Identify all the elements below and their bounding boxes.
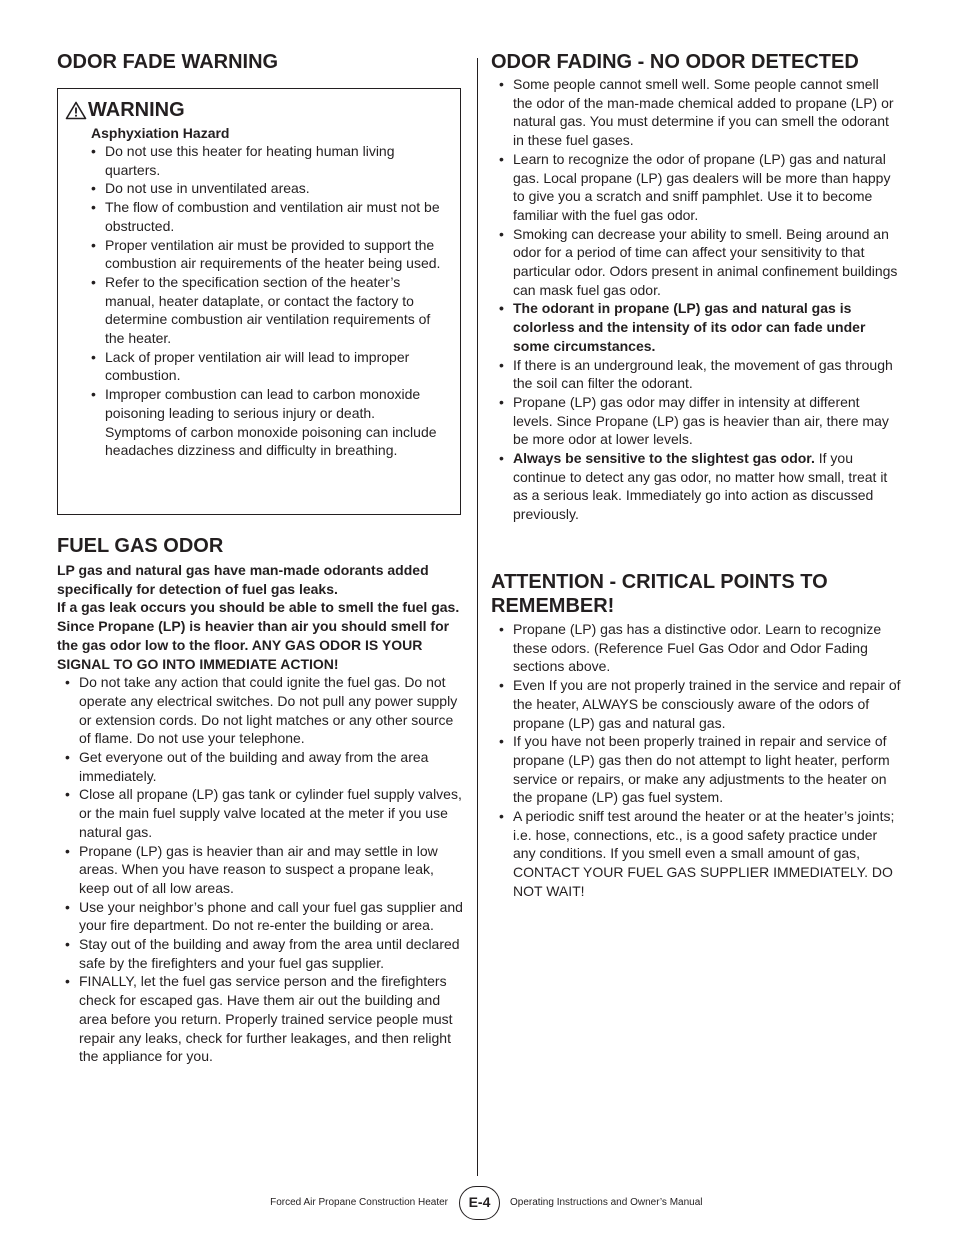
warning-header bbox=[65, 98, 185, 122]
warning-triangle-icon bbox=[65, 101, 87, 120]
list-item: • Do not use this heater for heating human living quarters. bbox=[83, 142, 441, 179]
attention-heading: ATTENTION - CRITICAL POINTS TO REMEMBER! bbox=[491, 571, 828, 617]
attention-list bbox=[491, 620, 901, 901]
sensitivity-text: If you continue to detect any gas odor, no matter how small, treat it as a serious leak. Immediately go into action as discussed previously. bbox=[513, 450, 888, 523]
list-item: • Improper combustion can lead to carbon monoxide poisoning leading to serious injury or death. Symptoms of carbon monoxide poisoning can include headaches dizziness and difficulty in breathing. bbox=[83, 385, 441, 460]
right-column bbox=[491, 50, 901, 899]
footer-product-name: Forced Air Propane Construction Heater bbox=[270, 1197, 448, 1208]
list-item: • Smoking can decrease your ability to smell. Being around an odor for a period of time can affect your sensitivity to that particular odor. Odors present in animal confinement buildings can mask fuel gas odor. bbox=[491, 225, 901, 300]
list-item: • Some people cannot smell well. Some people cannot smell the odor of the man-made chemical added to propane (LP) or natural gas. You must determine if you can smell the odorant in these fuel gases. bbox=[491, 75, 901, 150]
page-footer bbox=[0, 1186, 954, 1220]
warning-title: WARNING bbox=[88, 99, 185, 121]
attention-section bbox=[491, 570, 901, 901]
list-item: • Even If you are not properly trained in the service and repair of the heater, ALWAYS be consciously aware of the odors of propane (LP) gas and natural gas. bbox=[491, 676, 901, 732]
list-item: • Do not use in unventilated areas. bbox=[83, 179, 441, 198]
odor-fading-list bbox=[491, 75, 901, 524]
odor-fading-heading: ODOR FADING - NO ODOR DETECTED bbox=[491, 51, 859, 73]
asphyxiation-hazard-label: Asphyxiation Hazard bbox=[91, 125, 230, 141]
list-item: • Stay out of the building and away from the area until declared safe by the firefighters and your fuel gas supplier. bbox=[57, 935, 463, 972]
footer-manual-name: Operating Instructions and Owner’s Manual bbox=[510, 1197, 703, 1208]
column-divider bbox=[477, 58, 478, 1176]
sensitivity-bold-text: Always be sensitive to the slightest gas odor. bbox=[513, 450, 815, 467]
warning-list bbox=[83, 142, 441, 460]
list-item: • Lack of proper ventilation air will lead to improper combustion. bbox=[83, 348, 441, 385]
odor-fade-warning-heading: ODOR FADE WARNING bbox=[57, 51, 279, 73]
list-item: • Do not take any action that could ignite the fuel gas. Do not operate any electrical switches. Do not pull any power supply or extension cords. Do not light matches or any other source of flame. Do not use your telephone. bbox=[57, 673, 463, 748]
list-item: • Close all propane (LP) gas tank or cylinder fuel supply valves, or the main fuel supply valve located at the meter if you use natural gas. bbox=[57, 785, 463, 841]
list-item: • Propane (LP) gas has a distinctive odor. Learn to recognize these odors. (Reference Fuel Gas Odor and Odor Fading sections above. bbox=[491, 620, 901, 676]
list-item: • Refer to the specification section of the heater’s manual, heater dataplate, or contact the factory to determine combustion air ventilation requirements of the heater. bbox=[83, 273, 441, 348]
list-item: • Proper ventilation air must be provided to support the combustion air requirements of the heater being used. bbox=[83, 236, 441, 273]
list-item: • Learn to recognize the odor of propane (LP) gas and natural gas. Local propane (LP) gas dealers will be more than happy to give you a scratch and sniff pamphlet. Use it to become familiar with the fuel gas odor. bbox=[491, 150, 901, 225]
fuel-gas-odor-heading: FUEL GAS ODOR bbox=[57, 535, 224, 557]
list-item bbox=[491, 449, 901, 524]
list-item: • FINALLY, let the fuel gas service person and the firefighters check for escaped gas. Have them air out the building and area before you return. Properly trained service people must repair any leaks, check for further leakages, and then relight the appliance for you. bbox=[57, 972, 463, 1066]
left-column bbox=[57, 50, 463, 1065]
list-item: • The odorant in propane (LP) gas and natural gas is colorless and the intensity of its odor can fade under some circumstances. bbox=[491, 299, 901, 355]
list-item: • If you have not been properly trained in repair and service of propane (LP) gas then do not attempt to light heater, perform service or repairs, or make any adjustments to the heater on the propane (LP) gas fuel system. bbox=[491, 732, 901, 807]
fuel-gas-odor-section bbox=[57, 534, 463, 1066]
list-item: • Propane (LP) gas is heavier than air and may settle in low areas. When you have reason to suspect a propane leak, keep out of all low areas. bbox=[57, 842, 463, 898]
fuel-gas-intro-1: LP gas and natural gas have man-made odorants added specifically for detection of fuel gas leaks. bbox=[57, 562, 429, 597]
fuel-gas-intro-2: If a gas leak occurs you should be able to smell the fuel gas. Since Propane (LP) is heavier than air you should smell for the gas odor low to the floor. ANY GAS ODOR IS YOUR SIGNAL TO GO INTO IMMEDIATE ACTION! bbox=[57, 599, 460, 672]
page-number-badge: E-4 bbox=[459, 1186, 500, 1220]
list-item: • Get everyone out of the building and away from the area immediately. bbox=[57, 748, 463, 785]
list-item: • If there is an underground leak, the movement of gas through the soil can filter the odorant. bbox=[491, 356, 901, 393]
list-item: • Propane (LP) gas odor may differ in intensity at different levels. Since Propane (LP) gas is heavier than air, there may be more odor at lower levels. bbox=[491, 393, 901, 449]
list-item: • The flow of combustion and ventilation air must not be obstructed. bbox=[83, 198, 441, 235]
list-item: • A periodic sniff test around the heater or at the heater’s joints; i.e. hose, connections, etc., is a good safety practice under any conditions. If you smell even a small amount of gas, CONTACT YOUR FUEL GAS SUPPLIER IMMEDIATELY. DO NOT WAIT! bbox=[491, 807, 901, 901]
fuel-gas-intro bbox=[57, 561, 463, 673]
fuel-gas-list bbox=[57, 673, 463, 1066]
warning-box bbox=[57, 88, 461, 515]
list-item: • Use your neighbor’s phone and call your fuel gas supplier and your fire department. Do not re-enter the building or area. bbox=[57, 898, 463, 935]
